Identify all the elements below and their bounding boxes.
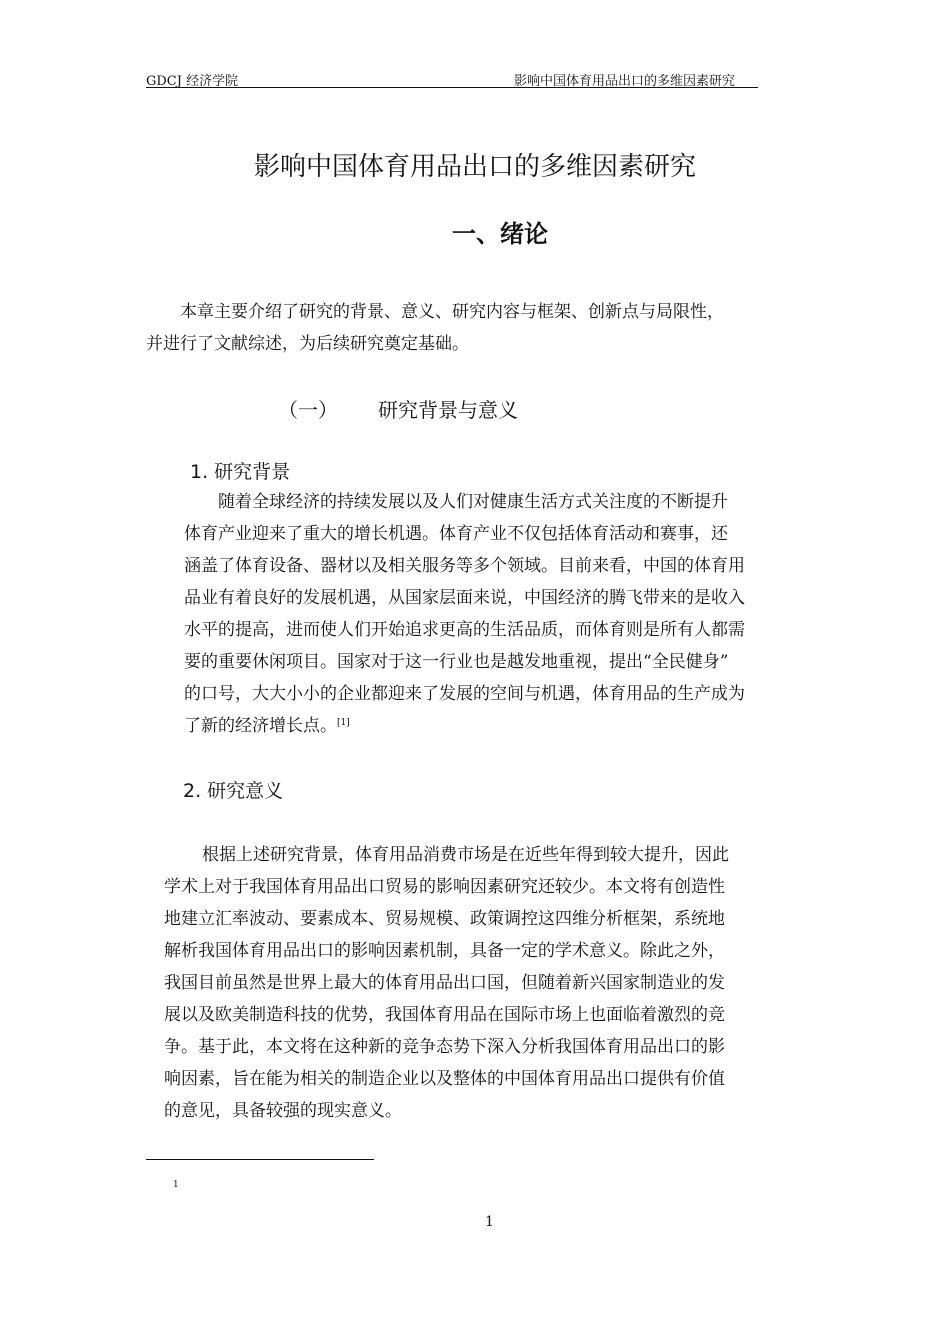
paragraph-line: 响因素，旨在能为相关的制造企业以及整体的中国体育用品出口提供有价值 — [164, 1069, 725, 1089]
paragraph-line: 解析我国体育用品出口的影响因素机制，具备一定的学术意义。除此之外， — [164, 941, 725, 961]
paragraph-line: 地建立汇率波动、要素成本、贸易规模、政策调控这四维分析框架，系统地 — [164, 909, 725, 929]
chapter-heading: 一、绪论 — [452, 220, 548, 248]
significance-paragraph — [164, 839, 729, 1127]
citation-marker[interactable]: [1] — [337, 718, 350, 728]
document-title: 影响中国体育用品出口的多维因素研究 — [253, 152, 696, 182]
header-rule — [146, 87, 758, 88]
footnote-separator — [146, 1159, 374, 1160]
intro-line: 本章主要介绍了研究的背景、意义、研究内容与框架、创新点与局限性， — [180, 302, 724, 322]
background-paragraph — [184, 486, 745, 742]
section-number: （一） — [278, 398, 338, 422]
page-number: 1 — [485, 1214, 494, 1230]
header-left-text: GDCJ 经济学院 — [146, 74, 239, 89]
section-title: 研究背景与意义 — [378, 398, 518, 422]
intro-paragraph — [146, 296, 724, 360]
paragraph-line: 涵盖了体育设备、器材以及相关服务等多个领域。目前来看，中国的体育用 — [184, 556, 745, 576]
paragraph-line: 的口号，大大小小的企业都迎来了发展的空间与机遇，体育用品的生产成为 — [184, 684, 745, 704]
paragraph-line: 水平的提高，进而使人们开始追求更高的生活品质，而体育则是所有人都需 — [184, 620, 745, 640]
intro-line: 并进行了文献综述，为后续研究奠定基础。 — [146, 334, 469, 354]
paragraph-line — [184, 710, 745, 742]
footnote-marker: 1 — [173, 1180, 179, 1190]
subsection-heading-background: 1. 研究背景 — [190, 461, 291, 483]
paragraph-line: 随着全球经济的持续发展以及人们对健康生活方式关注度的不断提升 — [218, 492, 728, 512]
section-heading — [278, 394, 578, 423]
header-right-text: 影响中国体育用品出口的多维因素研究 — [514, 74, 736, 89]
paragraph-line-text: 了新的经济增长点。 — [184, 716, 337, 736]
paragraph-line: 争。基于此，本文将在这种新的竞争态势下深入分析我国体育用品出口的影 — [164, 1037, 725, 1057]
paragraph-line: 的意见，具备较强的现实意义。 — [164, 1101, 402, 1121]
paragraph-line: 体育产业迎来了重大的增长机遇。体育产业不仅包括体育活动和赛事，还 — [184, 524, 728, 544]
subsection-heading-significance: 2. 研究意义 — [183, 780, 284, 802]
paragraph-line: 要的重要休闲项目。国家对于这一行业也是越发地重视，提出“全民健身” — [184, 652, 729, 672]
paragraph-line: 品业有着良好的发展机遇，从国家层面来说，中国经济的腾飞带来的是收入 — [184, 588, 745, 608]
paragraph-line: 我国目前虽然是世界上最大的体育用品出口国，但随着新兴国家制造业的发 — [164, 973, 725, 993]
paragraph-line: 学术上对于我国体育用品出口贸易的影响因素研究还较少。本文将有创造性 — [164, 877, 725, 897]
paragraph-line: 根据上述研究背景，体育用品消费市场是在近些年得到较大提升，因此 — [202, 845, 729, 865]
paragraph-line: 展以及欧美制造科技的优势，我国体育用品在国际市场上也面临着激烈的竞 — [164, 1005, 725, 1025]
